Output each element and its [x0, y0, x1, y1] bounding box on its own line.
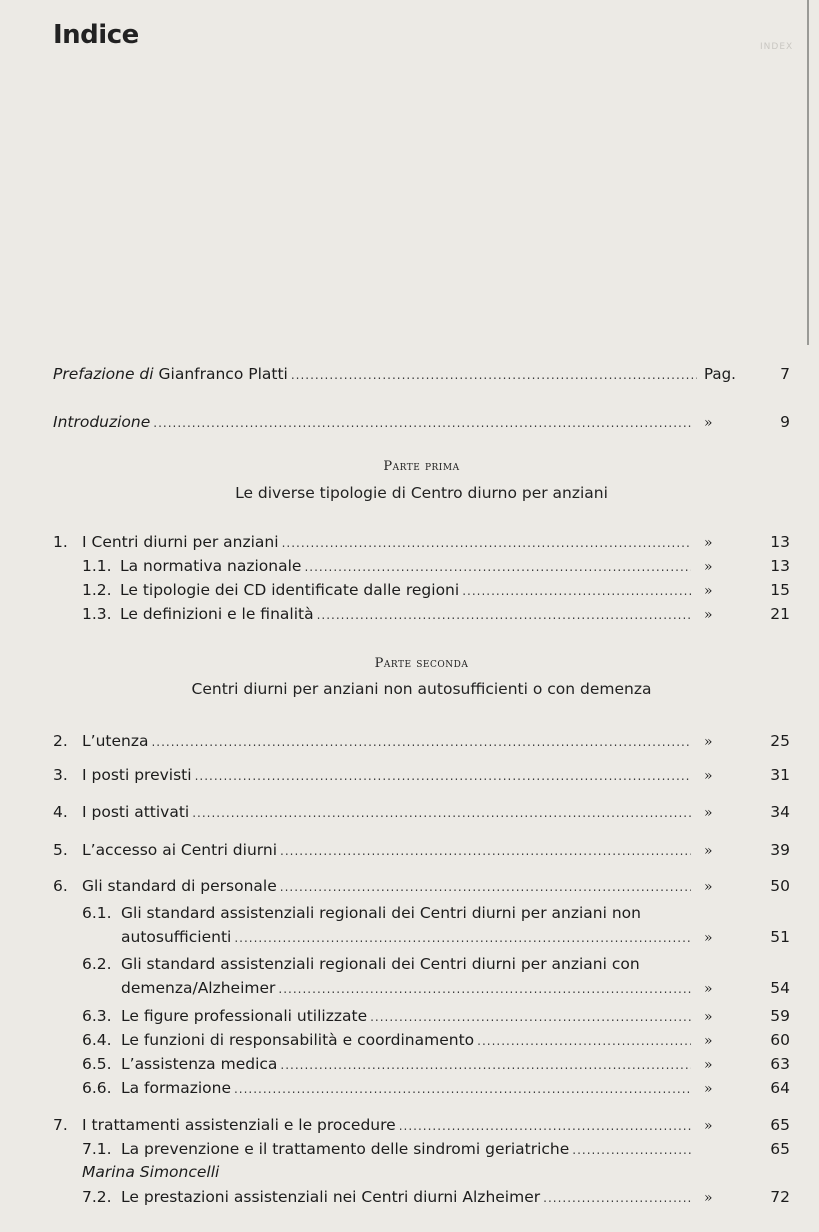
leader-dots [151, 730, 691, 754]
ditto-mark: » [704, 1081, 713, 1097]
leader-dots [317, 603, 691, 627]
toc-entry[interactable]: 3. I posti previsti ..... » 31 [53, 763, 790, 787]
leader-dots [462, 579, 691, 603]
part-two-heading: Parte seconda [374, 656, 469, 671]
leader-dots [304, 555, 691, 579]
leader-dots [543, 1186, 691, 1210]
leader-dots [399, 1114, 691, 1138]
toc-entry[interactable]: 1.3. Le definizioni e le finalità ..... » 21 [82, 602, 790, 626]
ditto-mark: » [704, 535, 713, 551]
ditto-mark: » [704, 930, 713, 946]
toc-entry[interactable]: 7.1. La prevenzione e il trattamento delle sindromi geriatriche ..... 65 [82, 1137, 790, 1161]
leader-dots [280, 875, 691, 899]
toc-entry-wrap: 6.1. Gli standard assistenziali regionali dei Centri diurni per anziani non [82, 904, 641, 922]
ditto-mark: » [704, 415, 713, 431]
toc-entry[interactable]: 7. I trattamenti assistenziali e le procedure ..... » 65 [53, 1113, 790, 1137]
toc-entry[interactable]: 1. I Centri diurni per anziani ..... » 13 [53, 530, 790, 554]
leader-dots [278, 977, 691, 1001]
leader-dots [280, 839, 691, 863]
ditto-mark: » [704, 607, 713, 623]
page-title: Indice [53, 20, 139, 50]
toc-entry-introduzione[interactable] [53, 410, 790, 434]
leader-dots [370, 1005, 691, 1029]
ditto-mark: » [704, 768, 713, 784]
page-edge [807, 0, 809, 345]
ditto-mark: » [704, 1009, 713, 1025]
toc-entry-wrap: 6.2. Gli standard assistenziali regionali dei Centri diurni per anziani con [82, 955, 640, 973]
leader-dots [234, 926, 691, 950]
toc-entry[interactable]: autosufficienti ..... » 51 [121, 925, 790, 949]
ditto-mark: » [704, 1118, 713, 1134]
toc-entry[interactable]: 6. Gli standard di personale ..... » 50 [53, 874, 790, 898]
page-number: 9 [780, 413, 790, 431]
toc-entry[interactable]: demenza/Alzheimer ..... » 54 [121, 976, 790, 1000]
part-two-title: Centri diurni per anziani non autosufficienti o con demenza [191, 680, 652, 698]
ditto-mark: » [704, 805, 713, 821]
ditto-mark: » [704, 1057, 713, 1073]
pag-label: Pag. [704, 365, 736, 383]
toc-entry[interactable]: 4. I posti attivati ..... » 34 [53, 800, 790, 824]
toc-entry[interactable]: 7.2. Le prestazioni assistenziali nei Centri diurni Alzheimer ..... » 72 [82, 1185, 790, 1209]
intro-label: Introduzione [53, 413, 151, 431]
leader-dots [280, 1053, 691, 1077]
ditto-mark: » [704, 1033, 713, 1049]
ditto-mark: » [704, 843, 713, 859]
part-one-title: Le diverse tipologie di Centro diurno per anziani [235, 484, 608, 502]
leader-dots [234, 1077, 691, 1101]
ditto-mark: » [704, 734, 713, 750]
leader-dots [572, 1138, 691, 1162]
leader-dots [291, 363, 697, 387]
ditto-mark: » [704, 583, 713, 599]
part-one-heading: Parte prima [383, 459, 460, 474]
page-number: 7 [780, 365, 790, 383]
leader-dots [153, 411, 691, 435]
ditto-mark: » [704, 1190, 713, 1206]
toc-entry[interactable]: 5. L’accesso ai Centri diurni ..... » 39 [53, 838, 790, 862]
toc-entry[interactable]: 6.3. Le figure professionali utilizzate ..... » 59 [82, 1004, 790, 1028]
preface-label-italic: Prefazione di [53, 365, 154, 383]
toc-entry[interactable]: 6.5. L’assistenza medica ..... » 63 [82, 1052, 790, 1076]
leader-dots [192, 801, 691, 825]
preface-label-rest: Gianfranco Platti [153, 365, 288, 383]
toc-entry[interactable]: 6.6. La formazione ..... » 64 [82, 1076, 790, 1100]
leader-dots [282, 531, 691, 555]
ditto-mark: » [704, 559, 713, 575]
bleed-through-header: INDEX [760, 42, 794, 52]
leader-dots [477, 1029, 691, 1053]
toc-entry-prefazione[interactable] [53, 362, 790, 386]
leader-dots [195, 764, 691, 788]
ditto-mark: » [704, 981, 713, 997]
toc-entry[interactable]: 1.2. Le tipologie dei CD identificate dalle regioni ..... » 15 [82, 578, 790, 602]
toc-entry[interactable]: 2. L’utenza ..... » 25 [53, 729, 790, 753]
chapter-author: Marina Simoncelli [82, 1163, 220, 1181]
ditto-mark: » [704, 879, 713, 895]
toc-entry[interactable]: 6.4. Le funzioni di responsabilità e coordinamento ..... » 60 [82, 1028, 790, 1052]
toc-entry[interactable]: 1.1. La normativa nazionale ..... » 13 [82, 554, 790, 578]
